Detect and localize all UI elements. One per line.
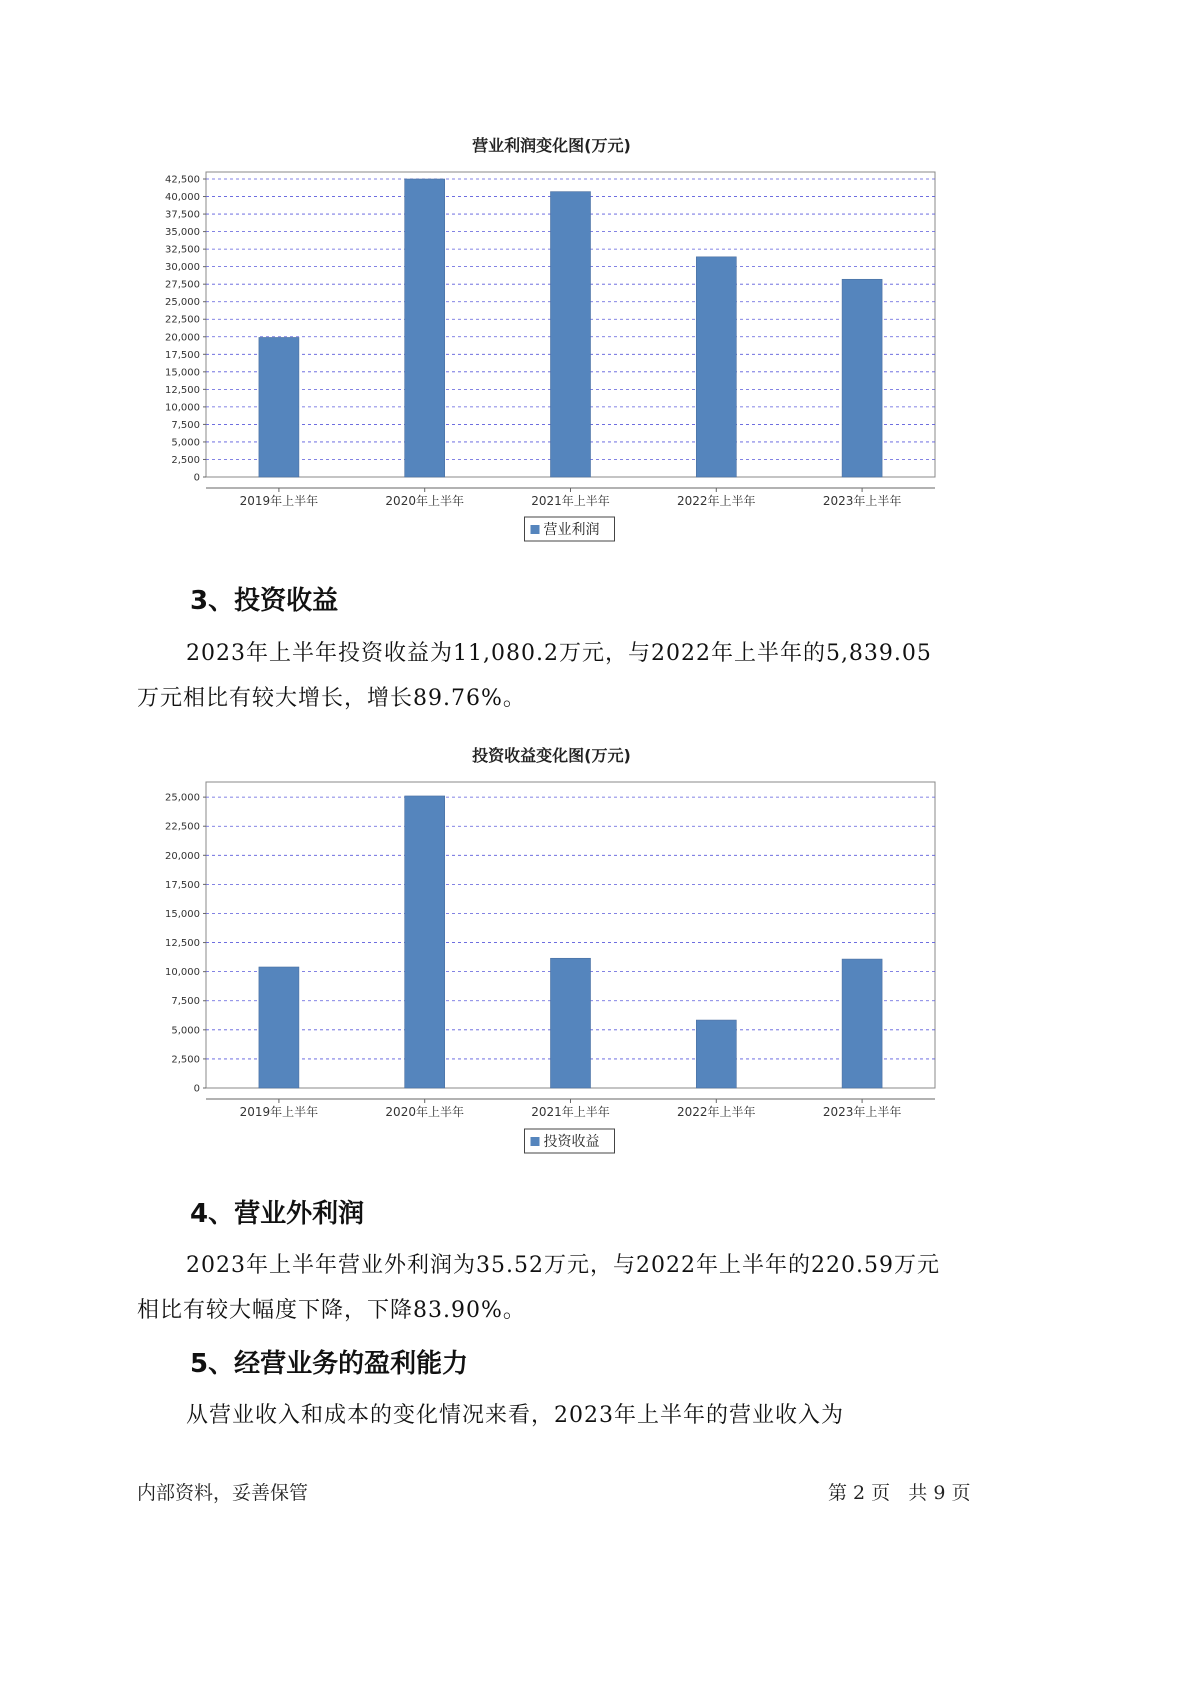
y-tick-label: 17,500 [165, 879, 200, 891]
x-tick-label: 2020年上半年 [385, 494, 464, 508]
y-tick-label: 2,500 [171, 1054, 200, 1066]
y-tick-label: 15,000 [165, 908, 200, 920]
y-tick-label: 22,500 [165, 314, 200, 326]
section3-heading: 3、投资收益 [190, 586, 339, 616]
x-tick-label: 2022年上半年 [677, 1105, 756, 1119]
y-tick-label: 17,500 [165, 349, 200, 361]
y-tick-label: 12,500 [165, 384, 200, 396]
section3-line1: 2023年上半年投资收益为11,080.2万元，与2022年上半年的5,839.05 [186, 641, 932, 666]
y-tick-label: 42,500 [165, 174, 200, 186]
y-tick-label: 37,500 [165, 209, 200, 221]
x-tick-label: 2020年上半年 [385, 1105, 464, 1119]
y-tick-label: 22,500 [165, 821, 200, 833]
x-tick-label: 2022年上半年 [677, 494, 756, 508]
section5-line1: 从营业收入和成本的变化情况来看，2023年上半年的营业收入为 [186, 1403, 844, 1428]
y-tick-label: 12,500 [165, 938, 200, 950]
x-tick-label: 2021年上半年 [531, 1105, 610, 1119]
legend-label: 营业利润 [543, 522, 600, 538]
y-tick-label: 0 [193, 472, 200, 484]
y-tick-label: 30,000 [165, 262, 200, 274]
y-tick-label: 40,000 [165, 192, 200, 204]
footer-confidential: 内部资料，妥善保管 [137, 1482, 309, 1504]
legend-swatch [531, 1137, 540, 1146]
y-tick-label: 25,000 [165, 297, 200, 309]
y-tick-label: 25,000 [165, 792, 200, 804]
section3-line2: 万元相比有较大增长，增长89.76%。 [137, 686, 526, 711]
y-tick-label: 20,000 [165, 850, 200, 862]
section4-line1: 2023年上半年营业外利润为35.52万元，与2022年上半年的220.59万元 [186, 1253, 940, 1278]
y-tick-label: 10,000 [165, 967, 200, 979]
y-tick-label: 10,000 [165, 402, 200, 414]
y-tick-label: 5,000 [171, 1025, 200, 1037]
y-tick-label: 20,000 [165, 332, 200, 344]
bar [842, 959, 882, 1088]
footer-page-number: 第 2 页 共 9 页 [828, 1482, 971, 1504]
section4-line2: 相比有较大幅度下降，下降83.90%。 [137, 1298, 526, 1323]
x-tick-label: 2019年上半年 [239, 494, 319, 508]
bar [259, 967, 299, 1088]
legend-label: 投资收益 [543, 1134, 600, 1150]
y-tick-label: 2,500 [171, 454, 200, 466]
y-tick-label: 0 [193, 1083, 200, 1095]
x-tick-label: 2023年上半年 [822, 494, 902, 508]
y-tick-label: 7,500 [171, 419, 200, 431]
chart1-title: 营业利润变化图(万元) [472, 136, 631, 155]
chart2-title: 投资收益变化图(万元) [472, 746, 631, 765]
bar [405, 796, 445, 1088]
x-tick-label: 2021年上半年 [531, 494, 610, 508]
section4-heading: 4、营业外利润 [190, 1199, 365, 1229]
y-tick-label: 32,500 [165, 244, 200, 256]
bar [551, 958, 591, 1088]
bar [696, 1020, 736, 1088]
y-tick-label: 5,000 [171, 437, 200, 449]
y-tick-label: 15,000 [165, 367, 200, 379]
section5-heading: 5、经营业务的盈利能力 [190, 1349, 469, 1379]
y-tick-label: 35,000 [165, 227, 200, 239]
x-tick-label: 2023年上半年 [822, 1105, 902, 1119]
y-tick-label: 7,500 [171, 996, 200, 1008]
x-tick-label: 2019年上半年 [239, 1105, 319, 1119]
y-tick-label: 27,500 [165, 279, 200, 291]
